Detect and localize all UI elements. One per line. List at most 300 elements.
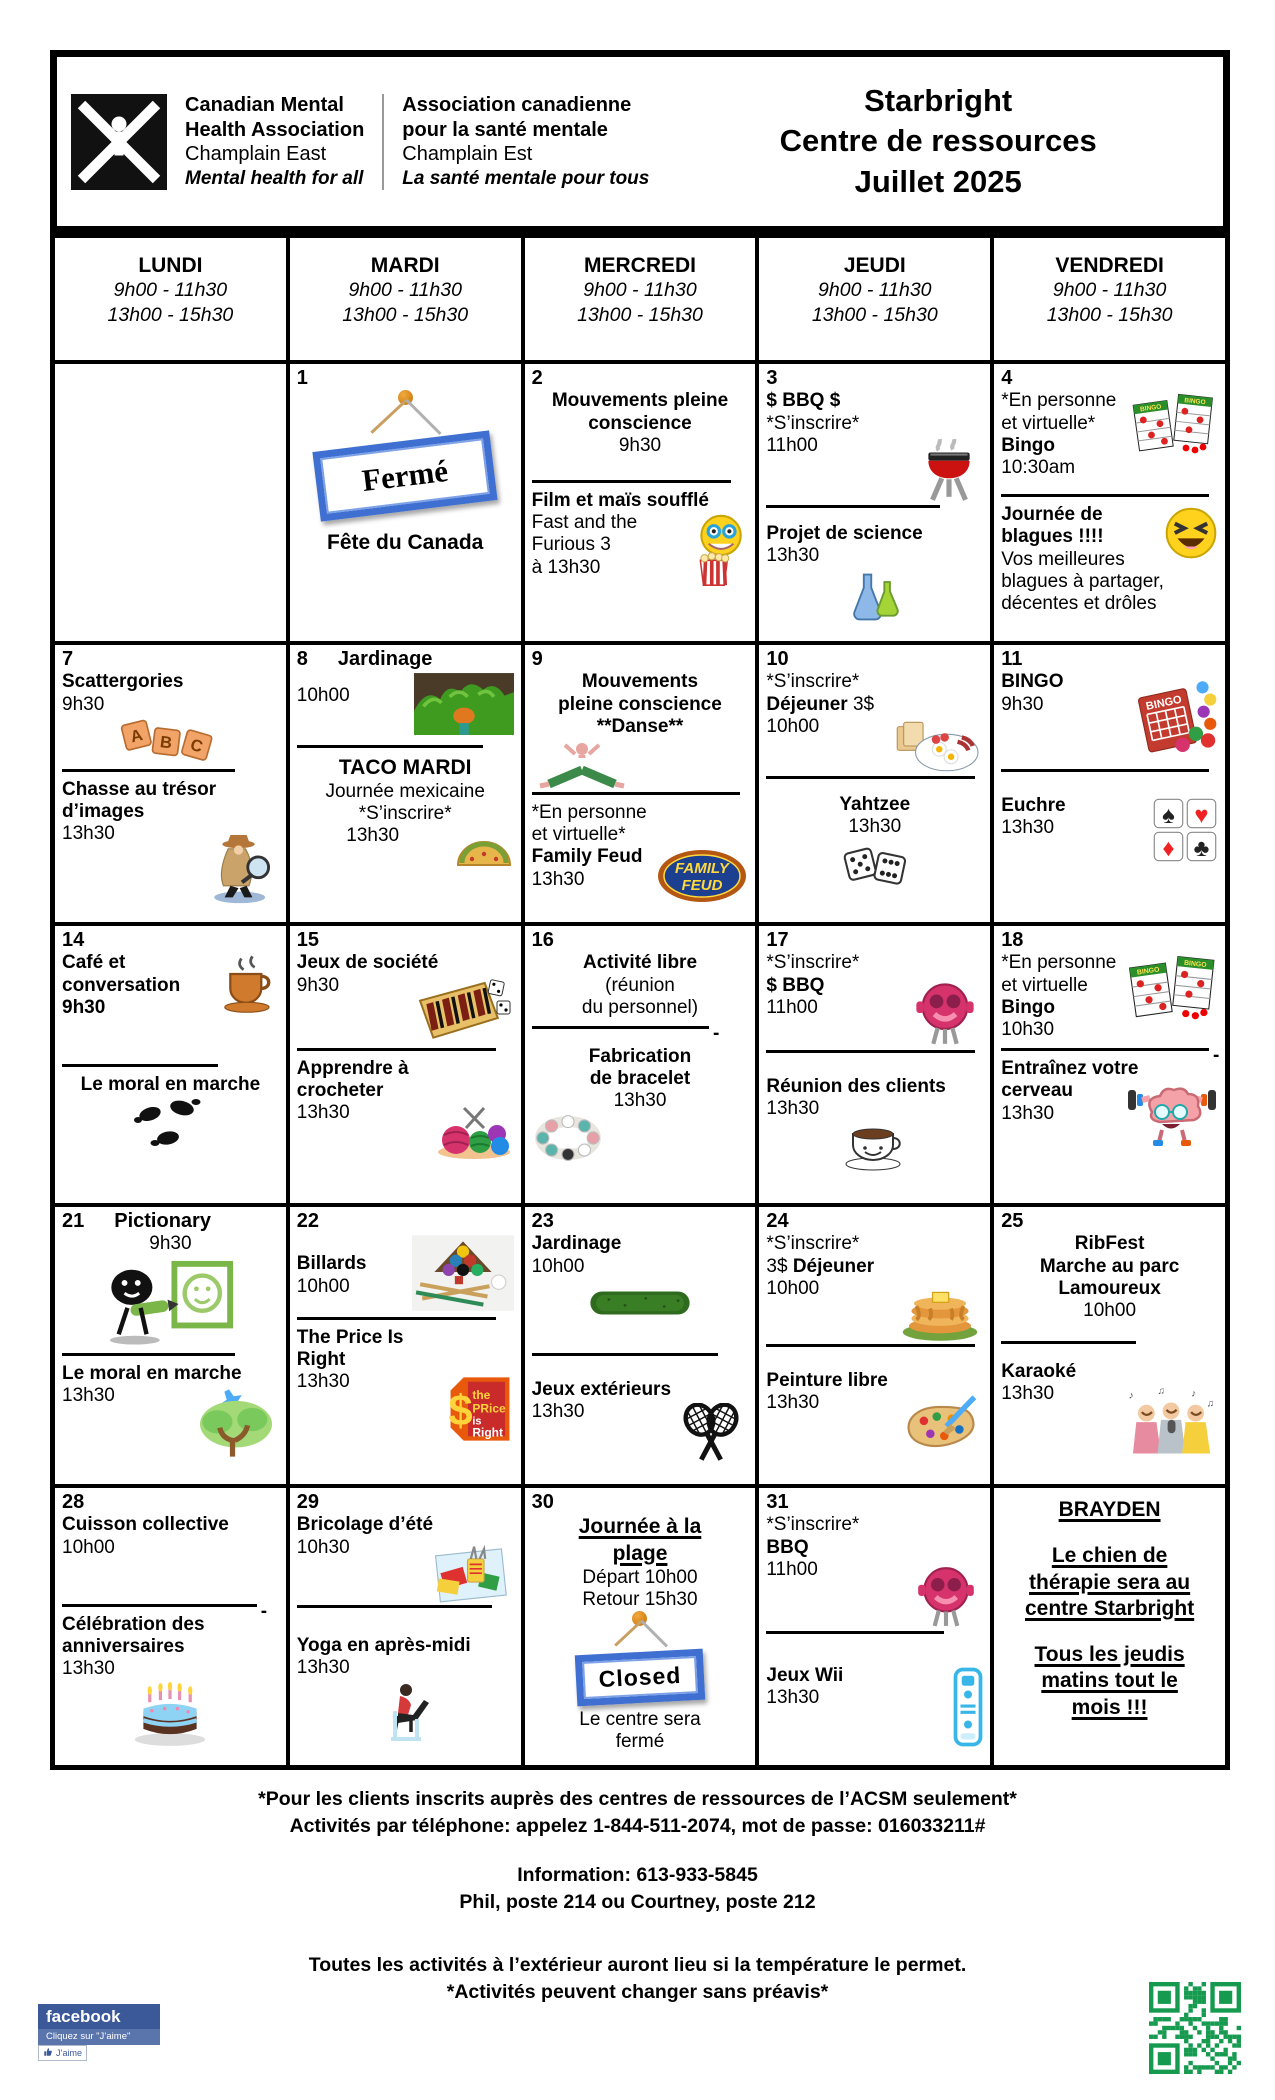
day-header-vendredi <box>992 236 1227 362</box>
event-text-run: Yahtzee <box>839 793 911 815</box>
sign-ropes <box>576 1626 704 1652</box>
divider-dash: - <box>1212 1045 1220 1067</box>
svg-text:♠: ♠ <box>1162 802 1175 830</box>
svg-text:♣: ♣ <box>1193 835 1210 863</box>
event-text <box>297 803 514 825</box>
cell-divider <box>62 1064 218 1067</box>
header-divider <box>382 94 384 190</box>
calendar-cell-29 <box>288 1486 523 1767</box>
event-text-run: Furious 3 <box>531 534 611 556</box>
day-line <box>532 1491 749 1514</box>
day-header-name: VENDREDI <box>1055 254 1164 277</box>
event-text-run: 9h30 <box>149 1233 192 1255</box>
day-header-hours: 9h00 - 11h30 <box>583 279 697 301</box>
event-text-run: blagues !!!! <box>1001 526 1104 548</box>
event-text <box>532 1514 749 1540</box>
org-fr-name-line1: Association canadienne <box>402 94 632 117</box>
event-text <box>532 1233 749 1255</box>
event-text <box>532 1046 749 1068</box>
event-text-run: Right <box>296 1349 346 1371</box>
event-text <box>62 1614 279 1636</box>
calendar-cell-3 <box>757 362 992 643</box>
event-text <box>532 1709 749 1731</box>
event-text <box>62 1514 279 1536</box>
event-text <box>766 671 983 693</box>
event-text-run: $ BBQ <box>766 974 825 996</box>
facebook-subtitle: Cliquez sur "J’aime" <box>38 2029 160 2045</box>
bingo-card-balls-icon <box>1134 673 1218 757</box>
event-text-run: BRAYDEN <box>1058 1498 1161 1521</box>
event-text-run: 13h30 <box>531 868 585 890</box>
day-number: 17 <box>766 929 789 951</box>
event-text <box>297 1080 514 1102</box>
day-number: 7 <box>62 648 74 670</box>
day-header-hours: 13h00 - 15h30 <box>1046 304 1173 327</box>
facebook-like-label: J’aime <box>56 2048 83 2058</box>
event-text <box>1001 1668 1218 1694</box>
event-text <box>766 794 983 816</box>
calendar-cell-empty <box>53 362 288 643</box>
event-text-run: 10h00 <box>531 1255 585 1277</box>
cell-divider <box>62 1353 235 1356</box>
day-number: 15 <box>296 929 320 951</box>
event-text-run: conversation <box>62 974 181 996</box>
event-text <box>1001 571 1218 593</box>
svg-text:♫: ♫ <box>1157 1386 1166 1398</box>
event-text-run: Jeux Wii <box>766 1664 844 1686</box>
event-text-run: et virtuelle* <box>531 824 626 846</box>
day-line <box>297 1210 514 1233</box>
spacer <box>532 1278 749 1286</box>
day-header-hours: 13h00 - 15h30 <box>107 304 234 327</box>
day-header-hours: 13h00 - 15h30 <box>811 304 938 327</box>
event-text <box>1001 1596 1218 1622</box>
event-text-run: 13h30 <box>1001 817 1055 839</box>
event-text-run: Mouvements <box>581 671 699 693</box>
event-text-run: cerveau <box>1001 1080 1074 1102</box>
svg-text:♫: ♫ <box>1206 1398 1215 1410</box>
event-text-run: 10h00 <box>296 685 350 707</box>
event-text-run: Family Feud <box>531 846 643 868</box>
popcorn-smiley-icon <box>690 514 748 588</box>
event-text-run: plage <box>612 1541 668 1565</box>
event-text-run: conscience <box>588 412 692 434</box>
bbq-pink-icon <box>907 977 983 1047</box>
birthday-cake-icon <box>126 1682 214 1748</box>
calendar-cell-2 <box>523 362 758 643</box>
event-text-run: 10h30 <box>1001 1019 1055 1041</box>
day-header-hours: 13h00 - 15h30 <box>342 304 469 327</box>
calendar-cell-18 <box>992 924 1227 1205</box>
day-title: Jardinage <box>337 648 433 670</box>
cell-divider <box>1001 494 1209 497</box>
day-number: 11 <box>1001 648 1023 670</box>
divider-dash: - <box>260 1600 268 1622</box>
event-text <box>532 1567 749 1589</box>
event-text <box>532 694 749 716</box>
event-text <box>766 1370 983 1392</box>
divider-dash: - <box>713 1023 720 1045</box>
event-text <box>62 1636 279 1658</box>
day-line <box>766 648 983 671</box>
event-text-run: Jardinage <box>531 1233 622 1255</box>
spacer <box>766 786 983 794</box>
calendar-grid <box>53 362 1227 1767</box>
svg-text:the: the <box>471 1388 490 1403</box>
event-text <box>1001 1497 1218 1523</box>
event-text-run: Jeux extérieurs <box>531 1378 672 1400</box>
event-text-run: *En personne <box>531 802 647 824</box>
event-text <box>1001 1278 1218 1300</box>
splits-dancer-icon <box>532 740 632 790</box>
event-text-run: Journée à la <box>578 1515 702 1539</box>
svg-text:C: C <box>188 735 206 757</box>
event-text-run: *S’inscrire* <box>766 1233 860 1255</box>
event-text <box>1001 1695 1218 1721</box>
event-text <box>297 1635 514 1657</box>
spacer <box>532 1363 749 1379</box>
event-text-run: 13h30 <box>62 1384 115 1406</box>
day-line <box>297 367 514 390</box>
ferme-sign <box>316 390 494 511</box>
day-number: 28 <box>62 1491 85 1513</box>
spacer <box>1001 1322 1218 1334</box>
event-text <box>532 413 749 435</box>
org-fr-region: Champlain Est <box>402 143 533 166</box>
sign-rope <box>406 399 442 435</box>
bingo-cards-icon <box>1130 392 1218 454</box>
sign-rope <box>640 1620 668 1648</box>
event-text-run: Café et <box>62 952 126 974</box>
sign-rope <box>371 399 408 434</box>
event-text <box>1001 1570 1218 1596</box>
summer-crafts-icon <box>432 1539 514 1603</box>
facebook-like-row <box>38 2045 87 2061</box>
day-line <box>532 648 749 671</box>
event-text <box>62 1074 279 1096</box>
org-en-tagline: Mental health for all <box>185 167 364 189</box>
cell-divider <box>297 1048 496 1051</box>
spacer <box>1001 779 1218 795</box>
day-header-hours: 9h00 - 11h30 <box>1052 279 1167 301</box>
spacer <box>62 1019 279 1057</box>
event-text-run: crocheter <box>296 1080 384 1102</box>
laugh-emoji-icon <box>1164 506 1218 560</box>
event-text <box>766 545 983 567</box>
event-text-run: Le moral en marche <box>80 1074 261 1096</box>
day-line <box>62 929 279 952</box>
calendar-cell-24 <box>757 1205 992 1486</box>
day-line <box>297 648 514 671</box>
event-text <box>766 390 983 412</box>
event-text-run: et virtuelle <box>1001 974 1088 996</box>
svg-text:BINGO: BINGO <box>1144 694 1183 714</box>
event-text-run: 3$ <box>847 693 875 715</box>
day-number: 8 <box>296 648 308 670</box>
cell-divider <box>297 745 483 748</box>
day-number: 21 <box>62 1210 85 1232</box>
event-text-run: Projet de science <box>766 522 923 544</box>
org-en-name-line2: Health Association <box>185 118 365 141</box>
day-number: 25 <box>1001 1210 1024 1232</box>
org-en-name-line1: Canadian Mental <box>185 94 344 117</box>
event-text-run: 13h30 <box>613 1090 667 1112</box>
event-text <box>532 1068 749 1090</box>
calendar-cell-9 <box>523 643 758 924</box>
bingo-cards-icon <box>1128 954 1218 1020</box>
day-header-lundi <box>53 236 288 362</box>
day-number: 3 <box>766 367 778 389</box>
day-line <box>766 367 983 390</box>
event-text-run: Départ 10h00 <box>582 1566 698 1588</box>
calendar-cell-15 <box>288 924 523 1205</box>
event-text-run: Apprendre à <box>296 1057 409 1079</box>
svg-text:BINGO: BINGO <box>1139 403 1162 414</box>
event-text-run: 9h30 <box>62 996 106 1018</box>
day-header-name: MARDI <box>370 254 440 277</box>
event-text <box>297 952 514 974</box>
bracelet-icon <box>532 1115 604 1161</box>
event-text-run: 13h30 <box>766 545 820 567</box>
spacer <box>62 1559 279 1597</box>
header <box>50 50 1230 233</box>
facebook-title: facebook <box>38 2004 160 2029</box>
day-header-jeudi <box>757 236 992 362</box>
event-text-run: de bracelet <box>589 1068 691 1090</box>
day-header-name: JEUDI <box>843 254 906 277</box>
event-text <box>1001 1256 1218 1278</box>
calendar-cell-31 <box>757 1486 992 1767</box>
cell-divider <box>532 792 740 795</box>
event-text-run: Bingo <box>1001 996 1056 1018</box>
event-text-run: pleine conscience <box>558 693 722 715</box>
calendar-cell-30 <box>523 1486 758 1767</box>
event-text <box>532 390 749 412</box>
event-text-run: Peinture libre <box>766 1369 888 1391</box>
event-text-run: Mouvements pleine <box>551 390 729 412</box>
rackets-icon <box>674 1403 748 1467</box>
pictionary-icon <box>99 1258 241 1346</box>
svg-text:♥: ♥ <box>1194 802 1209 830</box>
yarn-icon <box>434 1104 514 1160</box>
event-text-run: 13h30 <box>848 816 902 838</box>
day-number: 24 <box>766 1210 789 1232</box>
day-header-hours: 9h00 - 11h30 <box>818 279 932 301</box>
cmha-logo-icon <box>71 94 167 190</box>
cell-divider <box>532 1023 720 1045</box>
event-text <box>532 1379 749 1401</box>
event-text <box>532 435 749 457</box>
day-number: 29 <box>296 1491 320 1513</box>
day-header-row <box>53 236 1227 362</box>
event-text <box>532 997 749 1019</box>
title-line1: Starbright <box>864 83 1013 119</box>
day-number: 23 <box>531 1210 554 1232</box>
event-text-run: Tous les jeudis <box>1034 1643 1185 1666</box>
bbq-pink-icon <box>909 1561 983 1629</box>
karaoke-icon <box>1124 1385 1218 1457</box>
org-fr-name-line2: pour la santé mentale <box>402 118 608 141</box>
day-line <box>1001 367 1218 390</box>
spacer <box>532 1320 749 1346</box>
event-text <box>532 952 749 974</box>
cell-divider <box>766 1631 944 1634</box>
day-header-hours: 9h00 - 11h30 <box>348 279 462 301</box>
day-header-hours: 9h00 - 11h30 <box>113 279 228 301</box>
day-line <box>1001 929 1218 952</box>
spacer <box>1001 1351 1218 1361</box>
coffee-cup-icon <box>217 954 279 1014</box>
teacup-icon <box>839 1122 911 1172</box>
cell-divider <box>1001 769 1209 772</box>
event-text <box>532 1090 749 1112</box>
event-text-run: BINGO <box>1001 671 1064 693</box>
svg-text:♪: ♪ <box>1128 1391 1134 1403</box>
event-text <box>532 975 749 997</box>
footer-contacts: Phil, poste 214 ou Courtney, poste 212 <box>459 1891 816 1913</box>
event-text <box>1001 1300 1218 1322</box>
footer-information: Information: 613-933-5845 <box>517 1864 758 1886</box>
event-text-run: Lamoureux <box>1058 1277 1161 1299</box>
event-text-run: 13h30 <box>1001 1102 1055 1124</box>
day-line <box>532 367 749 390</box>
event-text-run: Yoga en après-midi <box>296 1634 471 1656</box>
event-text-run: *En personne <box>1001 390 1117 412</box>
event-text-run: Déjeuner <box>792 1255 875 1277</box>
event-text-run: thérapie sera au <box>1029 1570 1191 1594</box>
event-text-run: BBQ <box>766 1536 809 1558</box>
title-line2: Centre de ressources <box>779 123 1097 159</box>
org-fr-tagline: La santé mentale pour tous <box>402 167 650 189</box>
org-english <box>185 93 364 189</box>
svg-text:♦: ♦ <box>1162 835 1175 863</box>
event-text <box>766 1514 983 1536</box>
event-text <box>766 1076 983 1098</box>
event-text <box>1001 1058 1218 1080</box>
day-number: 9 <box>531 648 543 670</box>
event-text-run: Fast and the <box>531 512 638 534</box>
event-text <box>532 802 749 824</box>
event-text <box>62 671 279 693</box>
closed-sign <box>576 1611 704 1703</box>
svg-text:$: $ <box>447 1387 473 1436</box>
day-number: 22 <box>296 1210 320 1232</box>
taco-icon <box>454 827 514 869</box>
day-header-name: LUNDI <box>138 254 203 277</box>
event-text-run: Célébration des <box>62 1613 205 1635</box>
spacer <box>297 1615 514 1635</box>
day-header-mercredi <box>523 236 758 362</box>
svg-text:BINGO: BINGO <box>1183 960 1207 970</box>
event-text <box>297 1657 514 1679</box>
calendar-cell-22 <box>288 1205 523 1486</box>
thumbs-up-icon <box>43 2047 53 2059</box>
event-text <box>766 1665 983 1687</box>
day-header-mardi <box>288 236 523 362</box>
day-line <box>62 1491 279 1514</box>
card-suits-icon <box>1152 797 1218 863</box>
cell-divider <box>766 1050 974 1053</box>
footprints-icon <box>134 1098 206 1150</box>
day-number: 1 <box>296 367 308 389</box>
day-line <box>1001 648 1218 671</box>
cell-divider <box>532 1353 718 1356</box>
day-number: 14 <box>62 929 85 951</box>
event-text <box>766 1687 983 1709</box>
event-text-run: 10h00 <box>1083 1300 1137 1322</box>
day-line <box>766 1210 983 1233</box>
event-text <box>297 1349 514 1371</box>
day-header-name: MERCREDI <box>583 254 696 277</box>
footer-weather-note: Toutes les activités à l’extérieur auront lieu si la température le permet. <box>308 1954 967 1976</box>
spacer <box>766 1641 983 1665</box>
event-text-run: Activité libre <box>582 952 698 974</box>
day-line <box>1001 1210 1218 1233</box>
org-french <box>402 93 649 189</box>
event-text-run: Journée mexicaine <box>325 780 485 802</box>
footer-phone-activities: Activités par téléphone: appelez 1-844-511-2074, mot de passe: 016033211# <box>289 1815 986 1837</box>
event-text <box>62 1233 279 1255</box>
day-number: 30 <box>531 1491 554 1513</box>
event-text-run: matins tout le <box>1041 1669 1178 1693</box>
event-text-run: TACO MARDI <box>338 755 472 779</box>
calendar-cell-note <box>992 1486 1227 1767</box>
event-text-run: Le chien de <box>1051 1544 1168 1568</box>
event-text-run: mois !!! <box>1071 1695 1148 1719</box>
event-text-run: 13h30 <box>296 1102 350 1124</box>
event-text-run: *S’inscrire* <box>358 803 452 825</box>
svg-text:FAMILY: FAMILY <box>675 860 730 878</box>
event-text-run: centre Starbright <box>1024 1596 1195 1620</box>
svg-text:PRice: PRice <box>471 1401 506 1416</box>
event-text-run: 11h00 <box>766 996 818 1018</box>
event-text-run: 13h30 <box>62 823 115 845</box>
event-text-run: Film et maïs soufflé <box>531 490 709 512</box>
event-text <box>766 816 983 838</box>
event-text <box>1001 1019 1218 1041</box>
event-text-run: Euchre <box>1001 794 1066 816</box>
event-text-run: *S’inscrire* <box>766 952 860 974</box>
billiards-icon <box>412 1235 514 1311</box>
event-text-run: 13h30 <box>766 1098 820 1120</box>
abc-tiles-icon <box>115 718 225 762</box>
event-text-run: Fabrication <box>588 1046 692 1068</box>
event-text-run: 10:30am <box>1001 457 1076 479</box>
facebook-badge[interactable] <box>38 2004 160 2061</box>
qr-code <box>1149 1982 1241 2074</box>
family-feud-icon <box>656 848 748 904</box>
event-text <box>1001 1642 1218 1668</box>
event-text-run: 10h00 <box>766 1277 820 1299</box>
tree-icon <box>193 1387 279 1459</box>
event-text-run: Karaoké <box>1001 1361 1077 1383</box>
price-is-right-icon <box>446 1373 514 1445</box>
event-text-run: Vos meilleures <box>1001 548 1125 570</box>
calendar <box>50 233 1230 1770</box>
lettuce-icon <box>414 673 514 735</box>
cucumber-icon <box>588 1288 692 1318</box>
event-text-run: 3$ <box>766 1255 793 1277</box>
event-text-run: $ BBQ $ <box>766 390 841 412</box>
event-text-run: Billards <box>296 1253 367 1275</box>
sign-text: Closed <box>575 1649 705 1707</box>
event-text <box>532 1589 749 1611</box>
org-en-region: Champlain East <box>185 143 327 166</box>
day-number: 4 <box>1001 367 1013 389</box>
spacer <box>766 1060 983 1076</box>
event-text-run: 13h30 <box>62 1658 115 1680</box>
event-text-run: décentes et drôles <box>1001 593 1157 615</box>
